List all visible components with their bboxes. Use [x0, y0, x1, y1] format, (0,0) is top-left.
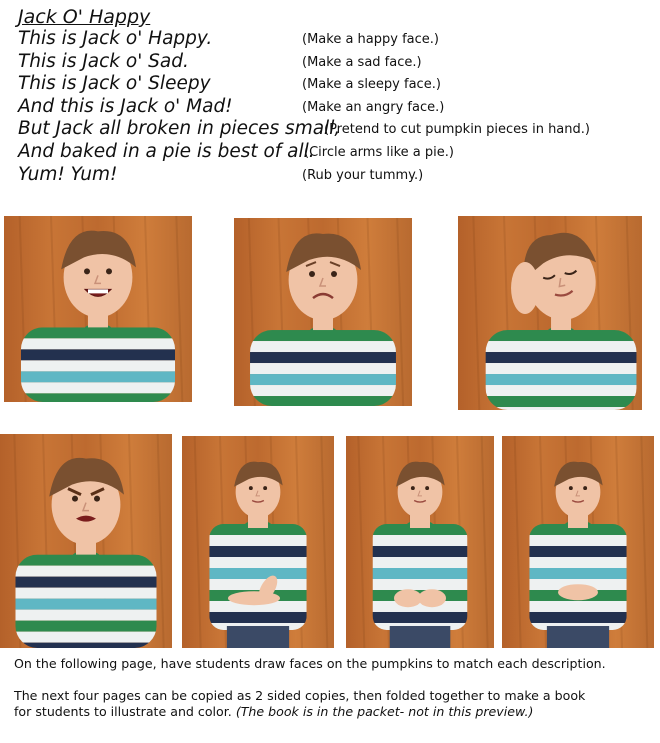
verse-text: This is Jack o' Sleepy — [18, 73, 211, 95]
photo-happy-face — [4, 216, 192, 402]
instruction-line: The next four pages can be copied as 2 sided copies, then folded together to make a book — [14, 688, 586, 703]
preview-note: (The book is in the packet- not in this preview.) — [235, 704, 534, 719]
poem-line — [18, 141, 648, 164]
poem-line — [18, 51, 648, 74]
poem-title: Jack O' Happy — [18, 6, 151, 28]
photo-circle-arms — [346, 436, 494, 648]
verse-text: This is Jack o' Happy. — [18, 28, 213, 49]
verse-text: And baked in a pie is best of all. — [18, 140, 315, 162]
action-text: (Pretend to cut pumpkin pieces in hand.) — [324, 122, 590, 138]
action-text: (Make a sleepy face.) — [302, 77, 441, 93]
instruction-line-with-note — [14, 704, 533, 720]
verse-text: Yum! Yum! — [18, 163, 118, 185]
poem-line — [18, 96, 648, 119]
photo-sleepy-face — [458, 216, 642, 410]
instruction-line: On the following page, have students draw faces on the pumpkins to match each description. — [14, 656, 606, 671]
photo-cut-pieces — [182, 436, 334, 648]
verse-text: And this is Jack o' Mad! — [18, 95, 233, 117]
poem-line — [18, 73, 648, 96]
action-text: (Make a happy face.) — [302, 32, 439, 47]
photo-sad-face — [234, 218, 412, 406]
photo-rub-tummy — [502, 436, 654, 648]
poem — [18, 6, 648, 186]
poem-line — [18, 164, 648, 187]
verse-text: This is Jack o' Sad. — [18, 50, 189, 72]
action-text: (Circle arms like a pie.) — [304, 144, 454, 160]
poem-line — [18, 118, 648, 141]
photo-angry-face — [0, 434, 172, 648]
action-text: (Make a sad face.) — [302, 54, 422, 70]
action-text: (Rub your tummy.) — [302, 167, 424, 183]
verse-text: But Jack all broken in pieces small, — [18, 118, 341, 140]
action-text: (Make an angry face.) — [302, 99, 445, 115]
poem-line — [18, 28, 648, 51]
instruction-text: for students to illustrate and color. — [14, 704, 232, 719]
